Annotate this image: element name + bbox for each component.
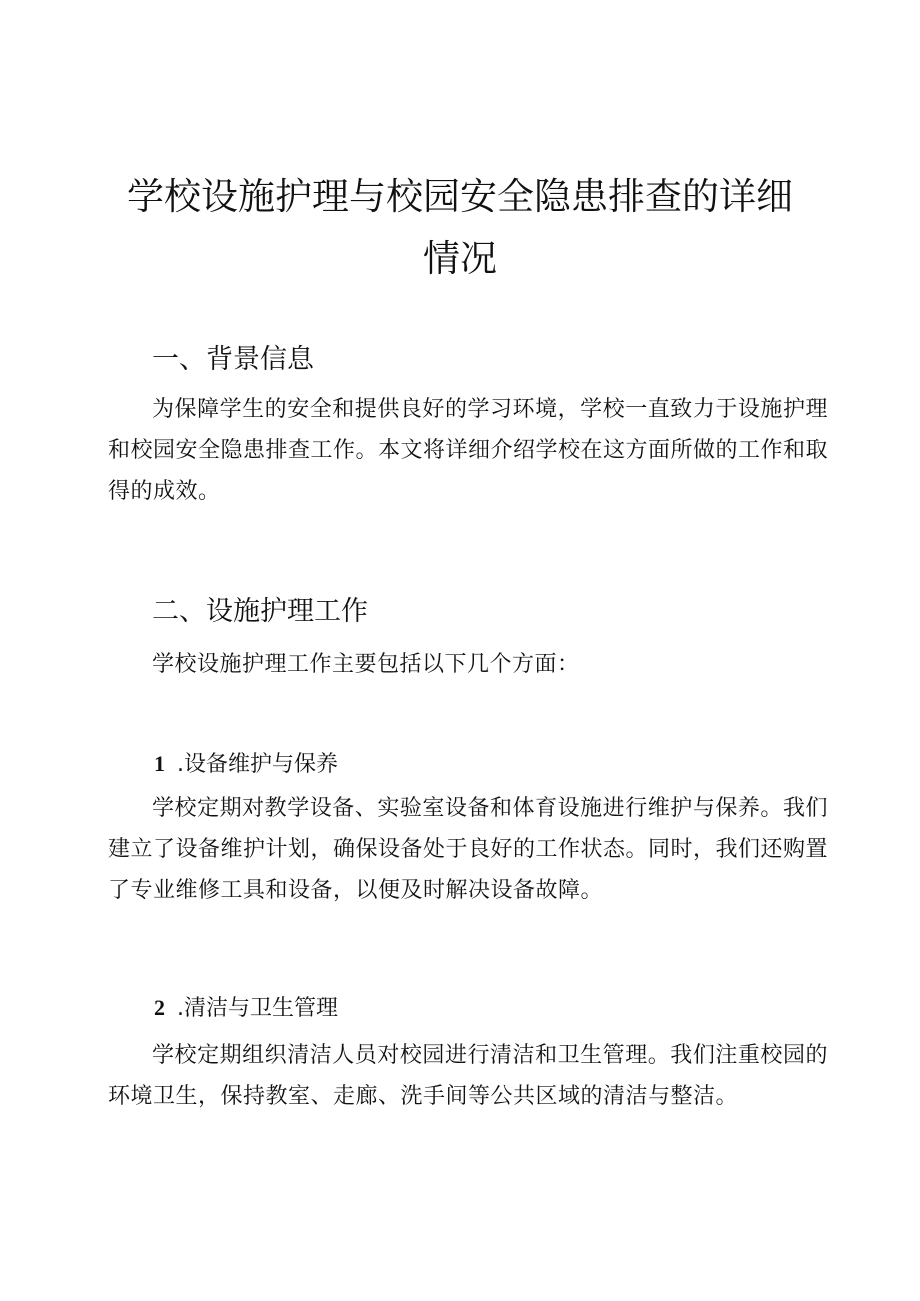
subsection-paragraph-equipment-maintenance: 学校定期对教学设备、实验室设备和体育设施进行维护与保养。我们建立了设备维护计划，确保设备处于良好的工作状态。同时，我们还购置了专业维修工具和设备，以便及时解决设备故障。: [108, 796, 829, 903]
section-paragraph-background: 为保障学生的安全和提供良好的学习环境，学校一直致力于设施护理和校园安全隐患排查工作。本文将详细介绍学校在这方面所做的工作和取得的成效。: [108, 397, 829, 504]
subsection-number: 1: [154, 751, 165, 776]
section-heading-facility-care: 二、设施护理工作: [152, 596, 368, 627]
document-title: [100, 166, 820, 290]
section-paragraph-facility-care: 学校设施护理工作主要包括以下几个方面：: [152, 652, 580, 677]
section-heading-background: 一、背景信息: [152, 344, 314, 375]
subsection-title: .清洁与卫生管理: [177, 996, 338, 1021]
subsection-title: .设备维护与保养: [177, 752, 338, 777]
subsection-heading-cleaning-hygiene: [154, 992, 338, 1025]
subsection-heading-equipment-maintenance: [154, 748, 338, 781]
subsection-number: 2: [154, 995, 165, 1020]
document-title-line-2: 情况: [423, 237, 497, 280]
subsection-paragraph-cleaning-hygiene: 学校定期组织清洁人员对校园进行清洁和卫生管理。我们注重校园的环境卫生，保持教室、走廊、洗手间等公共区域的清洁与整洁。: [108, 1043, 828, 1109]
document-title-line-1: 学校设施护理与校园安全隐患排查的详细: [127, 175, 793, 218]
